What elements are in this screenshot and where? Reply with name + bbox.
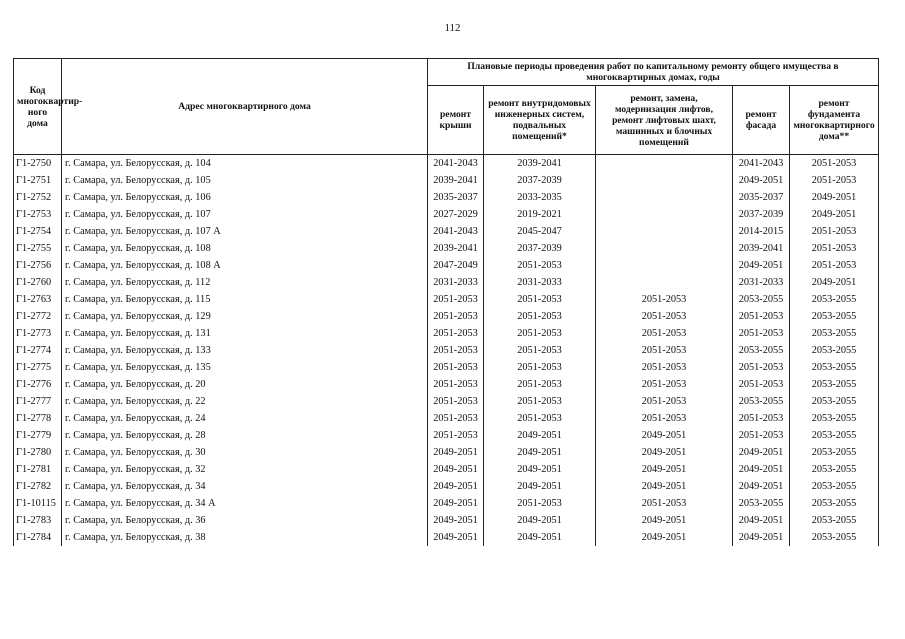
cell-facade: 2051-2053	[733, 376, 790, 393]
cell-roof: 2035-2037	[428, 189, 484, 206]
cell-foundation: 2051-2053	[790, 223, 879, 240]
cell-engineering: 2051-2053	[484, 308, 596, 325]
cell-foundation: 2053-2055	[790, 308, 879, 325]
table-row	[14, 359, 879, 376]
cell-engineering: 2049-2051	[484, 461, 596, 478]
cell-address: г. Самара, ул. Белорусская, д. 131	[62, 325, 428, 342]
table-row	[14, 410, 879, 427]
cell-engineering: 2051-2053	[484, 495, 596, 512]
cell-code: Г1-2774	[14, 342, 62, 359]
table-row	[14, 444, 879, 461]
cell-roof: 2031-2033	[428, 274, 484, 291]
cell-facade: 2014-2015	[733, 223, 790, 240]
cell-code: Г1-2763	[14, 291, 62, 308]
cell-roof: 2039-2041	[428, 240, 484, 257]
cell-address: г. Самара, ул. Белорусская, д. 22	[62, 393, 428, 410]
cell-facade: 2051-2053	[733, 359, 790, 376]
cell-elevators: 2051-2053	[596, 359, 733, 376]
cell-code: Г1-2773	[14, 325, 62, 342]
cell-address: г. Самара, ул. Белорусская, д. 107 А	[62, 223, 428, 240]
cell-address: г. Самара, ул. Белорусская, д. 106	[62, 189, 428, 206]
cell-facade: 2051-2053	[733, 427, 790, 444]
cell-elevators: 2051-2053	[596, 495, 733, 512]
cell-foundation: 2053-2055	[790, 325, 879, 342]
cell-foundation: 2053-2055	[790, 376, 879, 393]
cell-engineering: 2019-2021	[484, 206, 596, 223]
cell-facade: 2037-2039	[733, 206, 790, 223]
header-row-group	[14, 59, 879, 86]
cell-engineering: 2031-2033	[484, 274, 596, 291]
cell-foundation: 2053-2055	[790, 291, 879, 308]
cell-engineering: 2049-2051	[484, 478, 596, 495]
cell-foundation: 2053-2055	[790, 461, 879, 478]
cell-roof: 2051-2053	[428, 359, 484, 376]
cell-address: г. Самара, ул. Белорусская, д. 20	[62, 376, 428, 393]
cell-address: г. Самара, ул. Белорусская, д. 105	[62, 172, 428, 189]
cell-address: г. Самара, ул. Белорусская, д. 108	[62, 240, 428, 257]
cell-engineering: 2039-2041	[484, 155, 596, 173]
cell-code: Г1-10115	[14, 495, 62, 512]
table-row	[14, 393, 879, 410]
table-row	[14, 257, 879, 274]
cell-foundation: 2053-2055	[790, 478, 879, 495]
table-row	[14, 495, 879, 512]
cell-code: Г1-2772	[14, 308, 62, 325]
cell-foundation: 2053-2055	[790, 342, 879, 359]
table-row	[14, 291, 879, 308]
cell-address: г. Самара, ул. Белорусская, д. 36	[62, 512, 428, 529]
cell-engineering: 2049-2051	[484, 529, 596, 546]
cell-roof: 2051-2053	[428, 308, 484, 325]
cell-roof: 2039-2041	[428, 172, 484, 189]
cell-foundation: 2049-2051	[790, 206, 879, 223]
cell-elevators: 2051-2053	[596, 342, 733, 359]
table-row	[14, 376, 879, 393]
cell-facade: 2051-2053	[733, 308, 790, 325]
cell-facade: 2053-2055	[733, 495, 790, 512]
cell-engineering: 2051-2053	[484, 291, 596, 308]
cell-address: г. Самара, ул. Белорусская, д. 135	[62, 359, 428, 376]
cell-engineering: 2037-2039	[484, 240, 596, 257]
cell-foundation: 2051-2053	[790, 240, 879, 257]
cell-address: г. Самара, ул. Белорусская, д. 129	[62, 308, 428, 325]
cell-engineering: 2051-2053	[484, 393, 596, 410]
cell-code: Г1-2778	[14, 410, 62, 427]
cell-facade: 2041-2043	[733, 155, 790, 173]
table-row	[14, 223, 879, 240]
cell-elevators: 2049-2051	[596, 444, 733, 461]
cell-facade: 2051-2053	[733, 325, 790, 342]
cell-address: г. Самара, ул. Белорусская, д. 112	[62, 274, 428, 291]
cell-facade: 2051-2053	[733, 410, 790, 427]
table-row	[14, 478, 879, 495]
cell-roof: 2027-2029	[428, 206, 484, 223]
cell-facade: 2053-2055	[733, 291, 790, 308]
cell-elevators	[596, 189, 733, 206]
cell-facade: 2049-2051	[733, 478, 790, 495]
table-row	[14, 172, 879, 189]
cell-engineering: 2049-2051	[484, 427, 596, 444]
page-number: 112	[444, 22, 461, 34]
table-row	[14, 189, 879, 206]
cell-roof: 2049-2051	[428, 495, 484, 512]
table-row	[14, 308, 879, 325]
cell-address: г. Самара, ул. Белорусская, д. 32	[62, 461, 428, 478]
cell-elevators: 2049-2051	[596, 427, 733, 444]
cell-address: г. Самара, ул. Белорусская, д. 28	[62, 427, 428, 444]
cell-elevators: 2051-2053	[596, 291, 733, 308]
cell-code: Г1-2780	[14, 444, 62, 461]
cell-code: Г1-2756	[14, 257, 62, 274]
cell-facade: 2049-2051	[733, 257, 790, 274]
cell-code: Г1-2783	[14, 512, 62, 529]
table-row	[14, 155, 879, 173]
cell-roof: 2049-2051	[428, 512, 484, 529]
cell-elevators	[596, 223, 733, 240]
cell-code: Г1-2751	[14, 172, 62, 189]
header-periods-group: Плановые периоды проведения работ по капитальному ремонту общего имущества в многоквартирных домах, годы	[428, 59, 879, 86]
cell-foundation: 2049-2051	[790, 274, 879, 291]
cell-roof: 2041-2043	[428, 223, 484, 240]
cell-roof: 2041-2043	[428, 155, 484, 173]
table-row	[14, 529, 879, 546]
cell-engineering: 2045-2047	[484, 223, 596, 240]
cell-foundation: 2053-2055	[790, 495, 879, 512]
cell-code: Г1-2754	[14, 223, 62, 240]
cell-facade: 2049-2051	[733, 512, 790, 529]
cell-engineering: 2051-2053	[484, 376, 596, 393]
cell-roof: 2051-2053	[428, 376, 484, 393]
cell-elevators: 2051-2053	[596, 376, 733, 393]
cell-facade: 2053-2055	[733, 393, 790, 410]
cell-elevators: 2051-2053	[596, 308, 733, 325]
cell-foundation: 2053-2055	[790, 427, 879, 444]
cell-engineering: 2037-2039	[484, 172, 596, 189]
cell-address: г. Самара, ул. Белорусская, д. 115	[62, 291, 428, 308]
cell-address: г. Самара, ул. Белорусская, д. 108 А	[62, 257, 428, 274]
cell-elevators	[596, 257, 733, 274]
cell-facade: 2049-2051	[733, 444, 790, 461]
cell-roof: 2051-2053	[428, 291, 484, 308]
cell-foundation: 2049-2051	[790, 189, 879, 206]
cell-foundation: 2053-2055	[790, 444, 879, 461]
header-roof: ремонт крыши	[428, 86, 484, 155]
cell-elevators	[596, 274, 733, 291]
cell-address: г. Самара, ул. Белорусская, д. 30	[62, 444, 428, 461]
cell-engineering: 2051-2053	[484, 359, 596, 376]
table-body	[14, 155, 879, 547]
cell-engineering: 2033-2035	[484, 189, 596, 206]
cell-foundation: 2053-2055	[790, 359, 879, 376]
cell-facade: 2049-2051	[733, 172, 790, 189]
cell-code: Г1-2779	[14, 427, 62, 444]
cell-elevators: 2051-2053	[596, 393, 733, 410]
cell-elevators	[596, 172, 733, 189]
cell-code: Г1-2753	[14, 206, 62, 223]
cell-elevators	[596, 240, 733, 257]
header-engineering: ремонт внутридомовых инженерных систем, подвальных помещений*	[484, 86, 596, 155]
cell-elevators	[596, 206, 733, 223]
table-row	[14, 512, 879, 529]
cell-code: Г1-2775	[14, 359, 62, 376]
cell-elevators: 2049-2051	[596, 461, 733, 478]
cell-code: Г1-2755	[14, 240, 62, 257]
cell-address: г. Самара, ул. Белорусская, д. 133	[62, 342, 428, 359]
header-facade: ремонт фасада	[733, 86, 790, 155]
header-foundation: ремонт фундамента многоквартирного дома**	[790, 86, 879, 155]
header-address: Адрес многоквартирного дома	[62, 59, 428, 155]
cell-facade: 2039-2041	[733, 240, 790, 257]
cell-roof: 2051-2053	[428, 342, 484, 359]
cell-elevators	[596, 155, 733, 173]
cell-foundation: 2053-2055	[790, 410, 879, 427]
cell-foundation: 2053-2055	[790, 512, 879, 529]
cell-foundation: 2051-2053	[790, 257, 879, 274]
capital-repair-table	[13, 58, 879, 546]
table-row	[14, 206, 879, 223]
cell-address: г. Самара, ул. Белорусская, д. 104	[62, 155, 428, 173]
cell-address: г. Самара, ул. Белорусская, д. 34	[62, 478, 428, 495]
cell-engineering: 2049-2051	[484, 512, 596, 529]
cell-roof: 2051-2053	[428, 410, 484, 427]
cell-code: Г1-2777	[14, 393, 62, 410]
cell-facade: 2049-2051	[733, 461, 790, 478]
cell-foundation: 2051-2053	[790, 155, 879, 173]
cell-address: г. Самара, ул. Белорусская, д. 24	[62, 410, 428, 427]
cell-roof: 2049-2051	[428, 478, 484, 495]
cell-address: г. Самара, ул. Белорусская, д. 34 А	[62, 495, 428, 512]
cell-engineering: 2051-2053	[484, 342, 596, 359]
table-row	[14, 427, 879, 444]
cell-elevators: 2049-2051	[596, 512, 733, 529]
cell-foundation: 2051-2053	[790, 172, 879, 189]
header-elevators: ремонт, замена, модернизация лифтов, ремонт лифтовых шахт, машинных и блочных помещений	[596, 86, 733, 155]
cell-code: Г1-2752	[14, 189, 62, 206]
cell-elevators: 2051-2053	[596, 325, 733, 342]
cell-engineering: 2051-2053	[484, 325, 596, 342]
cell-address: г. Самара, ул. Белорусская, д. 107	[62, 206, 428, 223]
table-row	[14, 325, 879, 342]
cell-code: Г1-2781	[14, 461, 62, 478]
table-row	[14, 240, 879, 257]
cell-roof: 2051-2053	[428, 325, 484, 342]
cell-engineering: 2049-2051	[484, 444, 596, 461]
cell-elevators: 2051-2053	[596, 410, 733, 427]
cell-engineering: 2051-2053	[484, 257, 596, 274]
table-row	[14, 274, 879, 291]
cell-code: Г1-2782	[14, 478, 62, 495]
cell-address: г. Самара, ул. Белорусская, д. 38	[62, 529, 428, 546]
cell-roof: 2047-2049	[428, 257, 484, 274]
cell-facade: 2049-2051	[733, 529, 790, 546]
cell-foundation: 2053-2055	[790, 529, 879, 546]
cell-elevators: 2049-2051	[596, 478, 733, 495]
cell-facade: 2053-2055	[733, 342, 790, 359]
cell-roof: 2051-2053	[428, 427, 484, 444]
header-code: Код многоквартир-ного дома	[14, 59, 62, 155]
table-row	[14, 461, 879, 478]
cell-facade: 2035-2037	[733, 189, 790, 206]
cell-roof: 2049-2051	[428, 461, 484, 478]
cell-code: Г1-2760	[14, 274, 62, 291]
cell-roof: 2051-2053	[428, 393, 484, 410]
cell-code: Г1-2776	[14, 376, 62, 393]
table-row	[14, 342, 879, 359]
cell-roof: 2049-2051	[428, 444, 484, 461]
cell-facade: 2031-2033	[733, 274, 790, 291]
cell-code: Г1-2750	[14, 155, 62, 173]
cell-foundation: 2053-2055	[790, 393, 879, 410]
cell-roof: 2049-2051	[428, 529, 484, 546]
cell-elevators: 2049-2051	[596, 529, 733, 546]
cell-engineering: 2051-2053	[484, 410, 596, 427]
cell-code: Г1-2784	[14, 529, 62, 546]
